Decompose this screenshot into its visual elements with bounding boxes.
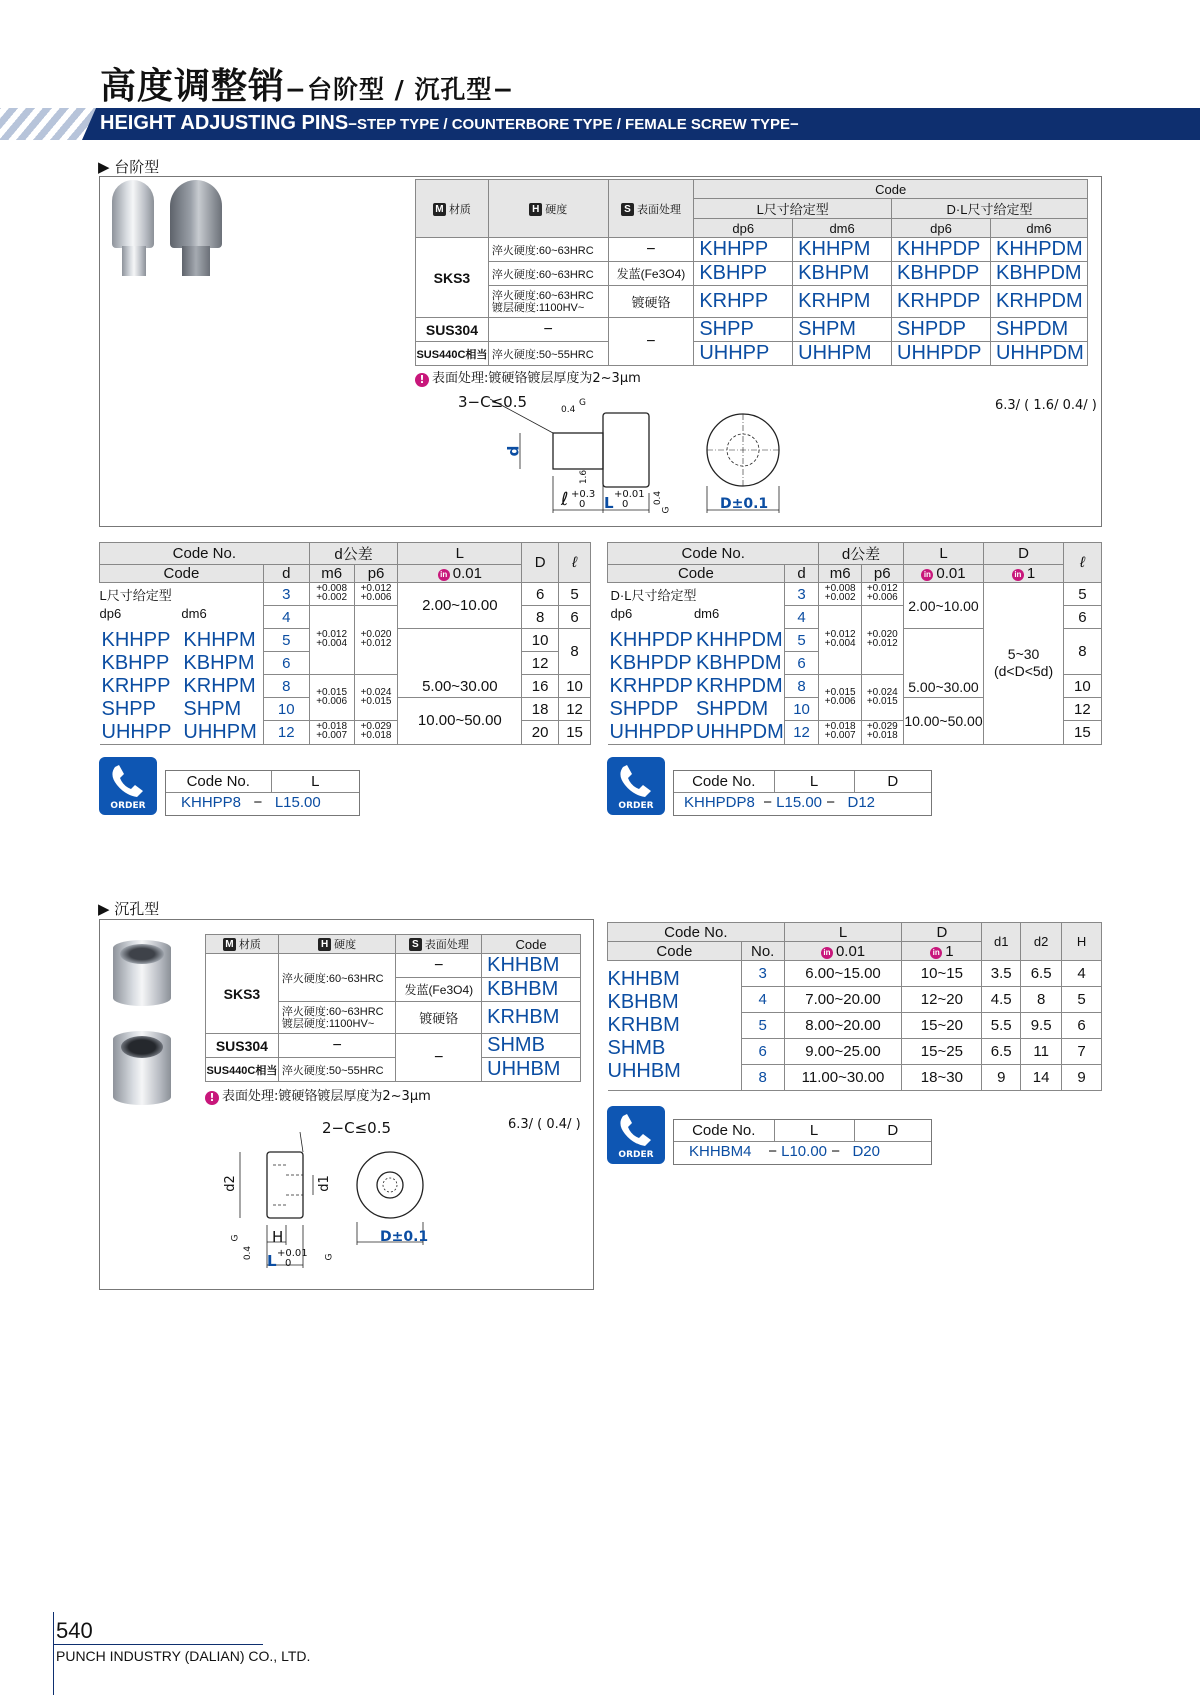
dim-l-tol: +0.3 0 (571, 489, 596, 510)
code-cell: SHPP (101, 697, 156, 720)
dim-d2-label: d2 (222, 1175, 238, 1192)
code-cell: KHHPM (183, 628, 256, 651)
code-cell: SHPDP (609, 697, 679, 720)
hardness-badge: H (529, 203, 542, 216)
code-cell: KBHPM (793, 262, 892, 286)
cb-end-view (357, 1152, 423, 1218)
step-dim-table-l: Code No. d公差 L D ℓ Code d m6 p6 in 0.01 L尺寸给定型 3 +0.008 +0.002 +0.012 +0.006 2.00~10.00 6 5 dp6 dm6 4 +0.012 +0.004 +0.020 +0.012 8 6 KHHPP KHHPM 5 5.00~30.00 10 8 KBHPP KBHPM 6 12 KRHPP KRHPM 8 +0.015 +0.006 +0.024 +0.015 16 10 SHPP SHPM 10 10.00~50.00 18 12 UHHPP UHHPM 12 +0.018 +0.007 +0.029 +0.018 20 15 (99, 542, 591, 745)
code-cell: KRHBM (482, 1002, 581, 1034)
roughness-value: 0.4 (561, 405, 576, 415)
cb-dim-table: Code No. L D d1 d2 H Code No. in 0.01 in 1 KHHBM KBHBM KRHBM SHMB UHHBM 3 6.00~15.00 10~15 3.5 6.5 4 4 7.00~20.00 12~20 4.5 8 5 5 8.00~20.00 15~20 5.5 9.5 6 6 9.00~25.00 15~25 6.5 11 7 8 11.00~30.00 18~30 9 14 9 (607, 922, 1102, 1091)
code-cell: UHHPDP (609, 720, 694, 743)
code-cell: KHHPM (793, 238, 892, 262)
code-cell: UHHPDM (990, 342, 1087, 366)
page-title: 高度调整销−台阶型 / 沉孔型− (100, 66, 515, 107)
dim-L-tol: +0.01 0 (277, 1248, 308, 1269)
code-cell: SHPM (183, 697, 242, 720)
increment-icon: in (921, 569, 933, 581)
code-cell: KRHPM (793, 286, 892, 318)
code-cell: KBHPP (694, 262, 793, 286)
roughness-value: 1.6 (579, 469, 590, 485)
dim-D-label: D±0.1 (380, 1229, 429, 1245)
code-cell: KHHPP (101, 628, 171, 651)
roughness-grade: G (324, 1253, 335, 1261)
note-icon: ! (205, 1091, 219, 1105)
code-cell: SHPDM (695, 697, 769, 720)
cb-photo-2-hole (121, 1036, 163, 1058)
title-banner (0, 108, 1200, 140)
cb-surface-note: ! 表面处理:镀硬铬镀层厚度为2~3μm (205, 1085, 431, 1105)
step-dim-table-r: Code No. d公差 L D ℓ Code d m6 p6 in 0.01 in 1 D·L尺寸给定型 3 +0.008 +0.002 +0.012 +0.006 2.00~10.00 5~30 (d<D<5d) 5 dp6 dm6 4 +0.012 +0.004 +0.020 +0.012 6 KHHPDP KHHPDM 5 5.00~30.00 8 KBHPDP KBHPDM 6 KRHPDP KRHPDM 8 +0.015 +0.006 +0.024 +0.015 10 SHPDP SHPDM 10 10.00~50.00 12 UHHPDP UHHPDM 12 +0.018 +0.007 +0.029 +0.018 15 (607, 542, 1102, 745)
code-cell: KRHPP (101, 674, 171, 697)
code-cell: KHHPDP (892, 238, 991, 262)
code-cell: KRHPDP (609, 674, 693, 697)
dim-L-label: L (267, 1252, 277, 1270)
code-cell: SHPDP (892, 318, 991, 342)
code-cell: UHHPP (100, 721, 182, 745)
code-cell: KBHBM (607, 991, 679, 1013)
step-surface-note: ! 表面处理:镀硬铬镀层厚度为2~3μm (415, 367, 641, 387)
increment-icon: in (438, 569, 450, 581)
dim-L-label: L (604, 494, 614, 512)
order-icon: ORDER (607, 757, 665, 815)
footer-rule-h (53, 1644, 263, 1645)
code-cell: SHPM (793, 318, 892, 342)
roughness-grade: G (230, 1234, 241, 1242)
cb-end-thru (383, 1178, 397, 1192)
pin-head (603, 413, 649, 487)
code-cell: KRHPP (694, 286, 793, 318)
order-icon: ORDER (607, 1106, 665, 1164)
code-cell: UHHPDP (892, 342, 991, 366)
code-cell: UHHPDM (695, 720, 784, 743)
page-number: 540 (56, 1618, 93, 1643)
roughness-value: 0.4 (653, 490, 664, 506)
surface-badge: S (621, 203, 634, 216)
dim-L-tol: +0.01 0 (614, 489, 645, 510)
increment-icon: in (930, 947, 942, 959)
cb-end-hole (377, 1172, 403, 1198)
section-label-counterbore: ▶ 沉孔型 (98, 900, 160, 918)
code-cell: SHPP (694, 318, 793, 342)
code-cell: UHHPM (181, 721, 263, 745)
step-pin-photo-2-stem (182, 246, 210, 276)
roughness-grade: G (661, 506, 672, 514)
code-cell: UHHBM (607, 1060, 681, 1082)
footer-rule-v (53, 1612, 54, 1695)
section-label-step: ▶ 台阶型 (98, 158, 160, 176)
material-badge: M (223, 938, 236, 951)
banner-title: HEIGHT ADJUSTING PINS−STEP TYPE / COUNTERBORE TYPE / FEMALE SCREW TYPE− (100, 112, 799, 134)
surface-badge: S (409, 938, 422, 951)
chamfer-note: 3−C≤0.5 (458, 393, 528, 411)
code-cell: KHHBM (607, 968, 680, 990)
cb-body (267, 1152, 303, 1218)
note-icon: ! (415, 373, 429, 387)
code-cell: SHMB (482, 1034, 581, 1058)
code-cell: KRHPDM (990, 286, 1087, 318)
code-cell: KRHBM (607, 1014, 680, 1036)
material-badge: M (433, 203, 446, 216)
dim-H-label: H (272, 1228, 284, 1246)
code-cell: KHHBM (482, 954, 581, 978)
code-cell: KRHPDM (695, 674, 783, 697)
roughness-symbols: 6.3/ ( 1.6/ 0.4/ ) (995, 398, 1097, 413)
code-cell: KBHPDP (892, 262, 991, 286)
code-cell: KBHPP (101, 651, 170, 674)
order-example-2: Code No. L D KHHPDP8 − L15.00 − D12 (673, 770, 932, 816)
code-cell: KHHPDP (609, 628, 693, 651)
roughness-grade: G (579, 398, 586, 408)
code-cell: KBHPDP (609, 651, 692, 674)
cb-chamfer-note: 2−C≤0.5 (322, 1119, 392, 1137)
cb-spec-table: M 材质 H 硬度 S 表面处理 Code SKS3 淬火硬度:60~63HRC − KHHBM 发蓝(Fe3O4) KBHBM 淬火硬度:60~63HRC 镀层硬度:1100HV~ 镀硬铬 KRHBM SUS304 − − SHMB SUS440C相当 淬火硬度:50~55HRC UHHBM (205, 934, 581, 1082)
step-spec-table: M 材质 H 硬度 S 表面处理 Code L尺寸给定型 D·L尺寸给定型 dp6 dm6 dp6 dm6 SKS3 淬火硬度:60~63HRC − KHHPP KHHPM KHHPDP KHHPDM 淬火硬度:60~63HRC 发蓝(Fe3O4) KBHPP KBHPM KBHPDP KBHPDM 淬火硬度:60~63HRC 镀层硬度:1100HV~ 镀硬铬 KRHPP KRHPM KRHPDP KRHPDM SUS304 − − SHPP SHPM SHPDP SHPDM SUS440C相当 淬火硬度:50~55HRC UHHPP UHHPM UHHPDP UHHPDM (415, 179, 1088, 366)
code-cell: UHHBM (482, 1058, 581, 1082)
code-cell: KHHPP (694, 238, 793, 262)
code-cell: UHHPP (694, 342, 793, 366)
cb-photo-1-hole (120, 944, 164, 964)
code-cell: KRHPM (183, 674, 256, 697)
dim-d-label: d (504, 445, 523, 457)
cb-roughness-symbols: 6.3/ ( 0.4/ ) (508, 1117, 581, 1132)
code-cell: KBHPM (183, 651, 255, 674)
step-pin-photo-1-stem (122, 246, 146, 276)
dim-D-label: D±0.1 (720, 496, 769, 512)
code-cell: KRHPDP (892, 286, 991, 318)
increment-icon: in (1012, 569, 1024, 581)
order-example-1: Code No. L KHHPP8 − L15.00 (165, 770, 360, 816)
code-cell: KBHPDM (695, 651, 782, 674)
company-name: PUNCH INDUSTRY (DALIAN) CO., LTD. (56, 1648, 311, 1664)
pin-shank (553, 433, 603, 469)
increment-icon: in (821, 947, 833, 959)
spec-code-header: Code (694, 180, 1088, 199)
chamfer-leader (300, 1132, 303, 1152)
code-cell: UHHPM (793, 342, 892, 366)
dim-d1-label: d1 (316, 1175, 332, 1192)
code-cell: KHHPDM (990, 238, 1087, 262)
roughness-value: 0.4 (243, 1245, 254, 1261)
step-pin-photo-2 (170, 180, 222, 248)
order-example-3: Code No. L D KHHBM4 − L10.00 − D20 (673, 1119, 932, 1165)
code-cell: KBHPDM (990, 262, 1087, 286)
code-cell: KHHPDM (695, 628, 783, 651)
code-cell: SHMB (607, 1037, 666, 1059)
step-pin-photo-1 (112, 180, 154, 248)
hardness-badge: H (318, 938, 331, 951)
order-icon: ORDER (99, 757, 157, 815)
code-cell: SHPDM (990, 318, 1087, 342)
code-cell: KBHBM (482, 978, 581, 1002)
dim-l-letter: ℓ (561, 489, 569, 510)
